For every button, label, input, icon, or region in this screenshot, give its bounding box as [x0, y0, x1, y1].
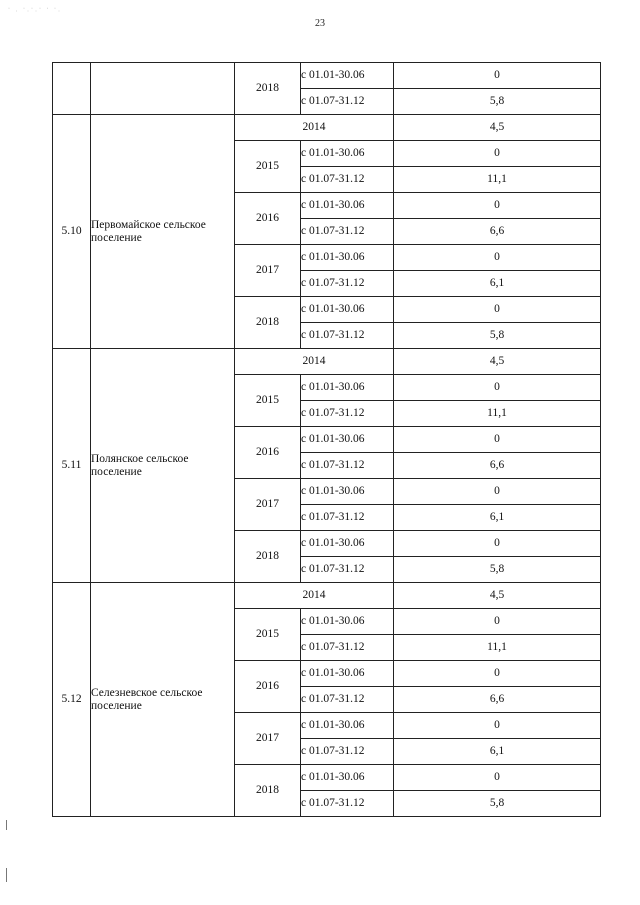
rate-cell: 11,1 [394, 401, 601, 427]
rate-cell: 0 [394, 427, 601, 453]
rate-cell: 0 [394, 713, 601, 739]
period-cell: с 01.01-30.06 [301, 531, 394, 557]
period-cell: с 01.07-31.12 [301, 557, 394, 583]
page-number: 23 [315, 18, 325, 29]
scan-margin-mark [6, 820, 7, 830]
year-cell: 2018 [235, 531, 301, 583]
rate-cell: 4,5 [394, 349, 601, 375]
period-cell: с 01.01-30.06 [301, 713, 394, 739]
year-cell: 2014 [235, 115, 394, 141]
scan-margin-mark [6, 868, 7, 882]
rate-cell: 6,6 [394, 687, 601, 713]
period-cell: с 01.07-31.12 [301, 167, 394, 193]
row-number-cell: 5.12 [53, 583, 91, 817]
period-cell: с 01.01-30.06 [301, 245, 394, 271]
table-row [53, 63, 601, 89]
year-cell: 2015 [235, 375, 301, 427]
period-cell: с 01.01-30.06 [301, 193, 394, 219]
period-cell: с 01.07-31.12 [301, 219, 394, 245]
period-cell: с 01.07-31.12 [301, 271, 394, 297]
year-cell: 2018 [235, 765, 301, 817]
period-cell: с 01.01-30.06 [301, 479, 394, 505]
rate-cell: 0 [394, 531, 601, 557]
period-cell: с 01.01-30.06 [301, 63, 394, 89]
period-cell: с 01.01-30.06 [301, 661, 394, 687]
period-cell: с 01.01-30.06 [301, 297, 394, 323]
rate-cell: 6,6 [394, 219, 601, 245]
period-cell: с 01.01-30.06 [301, 141, 394, 167]
rate-cell: 0 [394, 765, 601, 791]
year-cell: 2016 [235, 427, 301, 479]
rate-cell: 11,1 [394, 167, 601, 193]
year-cell: 2015 [235, 609, 301, 661]
year-cell: 2014 [235, 583, 394, 609]
period-cell: с 01.01-30.06 [301, 427, 394, 453]
year-cell: 2015 [235, 141, 301, 193]
year-cell: 2018 [235, 297, 301, 349]
year-cell: 2014 [235, 349, 394, 375]
rate-cell: 0 [394, 245, 601, 271]
table-row [53, 583, 601, 609]
period-cell: с 01.07-31.12 [301, 505, 394, 531]
rate-cell: 0 [394, 375, 601, 401]
rate-cell: 4,5 [394, 115, 601, 141]
period-cell: с 01.07-31.12 [301, 323, 394, 349]
row-number-cell: 5.11 [53, 349, 91, 583]
rate-cell: 6,1 [394, 271, 601, 297]
table-row [53, 115, 601, 141]
rate-cell: 5,8 [394, 89, 601, 115]
rate-cell: 0 [394, 609, 601, 635]
rate-cell: 0 [394, 193, 601, 219]
rate-cell: 0 [394, 297, 601, 323]
rate-cell: 6,1 [394, 739, 601, 765]
rate-cell: 0 [394, 141, 601, 167]
rate-cell: 5,8 [394, 791, 601, 817]
row-number-cell [53, 63, 91, 115]
period-cell: с 01.07-31.12 [301, 401, 394, 427]
period-cell: с 01.07-31.12 [301, 791, 394, 817]
period-cell: с 01.07-31.12 [301, 89, 394, 115]
year-cell: 2017 [235, 713, 301, 765]
year-cell: 2017 [235, 245, 301, 297]
settlement-name-cell: Полянское сельское поселение [91, 349, 235, 583]
rate-cell: 0 [394, 63, 601, 89]
rate-cell: 4,5 [394, 583, 601, 609]
year-cell: 2018 [235, 63, 301, 115]
period-cell: с 01.07-31.12 [301, 687, 394, 713]
rate-cell: 6,1 [394, 505, 601, 531]
row-number-cell: 5.10 [53, 115, 91, 349]
year-cell: 2016 [235, 661, 301, 713]
period-cell: с 01.07-31.12 [301, 635, 394, 661]
rate-cell: 5,8 [394, 323, 601, 349]
year-cell: 2017 [235, 479, 301, 531]
rate-cell: 0 [394, 479, 601, 505]
rate-cell: 5,8 [394, 557, 601, 583]
scan-specks: · ˌ ·ˌ·ˌ· · ·ˌ [8, 6, 62, 12]
rate-cell: 0 [394, 661, 601, 687]
settlement-name-cell: Первомайское сельское поселение [91, 115, 235, 349]
period-cell: с 01.07-31.12 [301, 739, 394, 765]
period-cell: с 01.01-30.06 [301, 609, 394, 635]
year-cell: 2016 [235, 193, 301, 245]
rate-cell: 6,6 [394, 453, 601, 479]
tariff-table [52, 62, 601, 817]
period-cell: с 01.01-30.06 [301, 765, 394, 791]
period-cell: с 01.01-30.06 [301, 375, 394, 401]
table-row [53, 349, 601, 375]
settlement-name-cell: Селезневское сельское поселение [91, 583, 235, 817]
settlement-name-cell [91, 63, 235, 115]
rate-cell: 11,1 [394, 635, 601, 661]
period-cell: с 01.07-31.12 [301, 453, 394, 479]
